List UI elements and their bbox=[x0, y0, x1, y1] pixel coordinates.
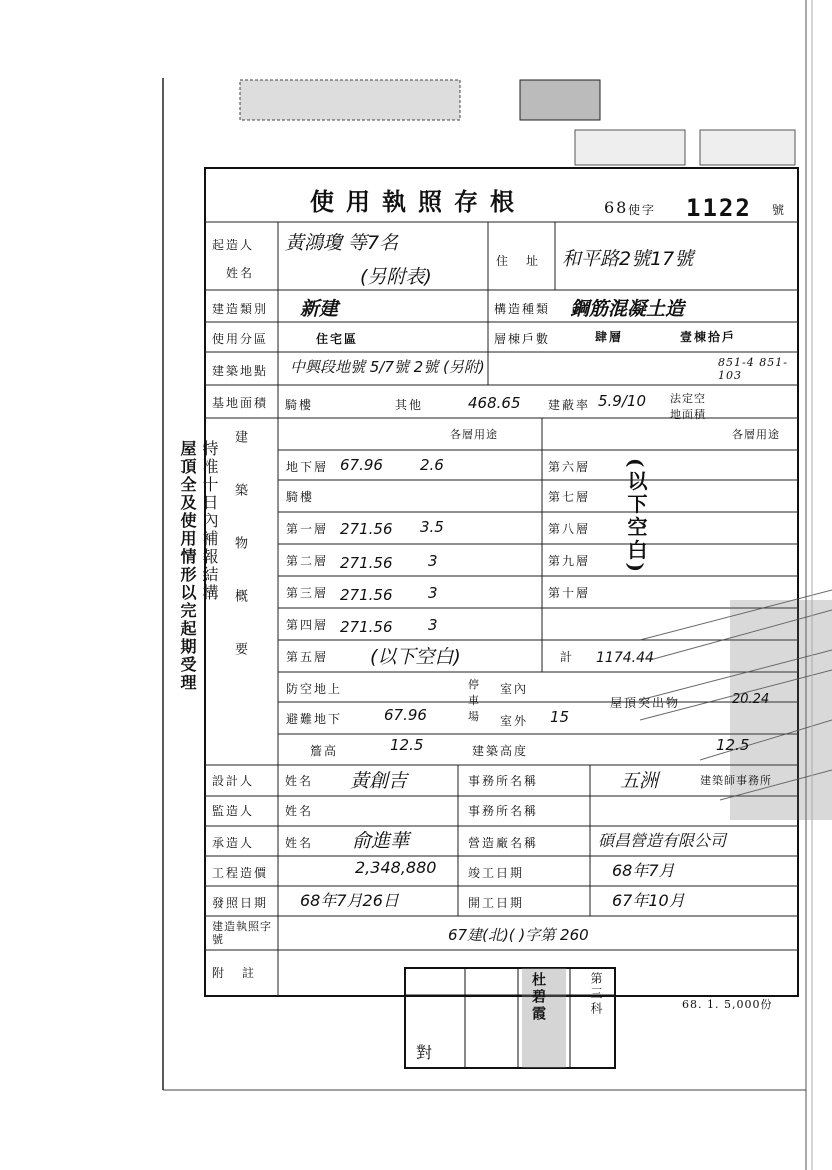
indoor-label: 室內 bbox=[500, 682, 529, 696]
floor9-label: 第九層 bbox=[548, 554, 591, 568]
units-value: 壹棟拾戶 bbox=[680, 330, 737, 344]
rooftop-area: 20.24 bbox=[732, 692, 770, 707]
site-area-label: 基地面積 bbox=[212, 396, 269, 410]
year-prefix: 68 bbox=[604, 198, 629, 217]
contractor-name-label: 姓名 bbox=[285, 836, 314, 850]
col-use-label: 各層用途 bbox=[450, 428, 498, 441]
completion-date-label: 竣工日期 bbox=[468, 866, 525, 880]
floors-value: 肆層 bbox=[595, 330, 624, 344]
floor1-label: 第一層 bbox=[286, 522, 329, 536]
seal-right: 第三科 bbox=[589, 972, 603, 1017]
word-char: 使字 bbox=[628, 203, 657, 217]
rooftop-label: 屋頂突出物 bbox=[610, 696, 681, 710]
side-note: 屋頂全及使用情形以完起期受理 bbox=[178, 440, 197, 692]
address-label: 住址 bbox=[496, 254, 557, 268]
floor3-area: 271.56 bbox=[340, 586, 393, 604]
number-suffix: 號 bbox=[772, 203, 787, 217]
builder-company-label: 建築師事務所 bbox=[700, 774, 772, 787]
construction-type-label: 建造類別 bbox=[212, 302, 269, 316]
owner-label: 起造人 bbox=[212, 238, 255, 252]
check-box-label: 對 bbox=[416, 1043, 435, 1062]
floor7-label: 第七層 bbox=[548, 490, 591, 504]
air-raid-label: 防空地上 bbox=[286, 682, 343, 696]
floor5-label: 第五層 bbox=[286, 650, 329, 664]
start-date-value: 67年10月 bbox=[612, 891, 685, 910]
floors-count-label: 層棟戶數 bbox=[494, 332, 551, 346]
start-date-label: 開工日期 bbox=[468, 896, 525, 910]
building-height-value: 12.5 bbox=[716, 736, 750, 754]
usage-zone-label: 使用分區 bbox=[212, 332, 269, 346]
permit-number-value: 67建(北)( )字第 260 bbox=[448, 926, 589, 944]
open-space-label: 法定空地面積 bbox=[670, 392, 706, 421]
evacuation-label: 避難地下 bbox=[286, 712, 343, 726]
floor4-height: 3 bbox=[428, 616, 438, 634]
remarks-label: 附註 bbox=[212, 966, 273, 980]
supervisor-name-label: 姓名 bbox=[285, 804, 314, 818]
other-area: 468.65 bbox=[468, 394, 521, 412]
evacuation-area: 67.96 bbox=[384, 706, 427, 724]
structure-type-label: 構造種類 bbox=[494, 302, 551, 316]
contractor-label: 承造人 bbox=[212, 836, 255, 850]
supervisor-office-label: 事務所名稱 bbox=[468, 804, 539, 818]
basement-label: 地下層 bbox=[286, 460, 329, 474]
issue-date-value: 68年7月26日 bbox=[300, 891, 399, 910]
floor3-label: 第三層 bbox=[286, 586, 329, 600]
coverage-ratio-value: 5.9/10 bbox=[598, 392, 646, 410]
permit-number: 1122 bbox=[686, 194, 752, 222]
construction-type-value: 新建 bbox=[300, 298, 339, 320]
builder-name-label: 營造廠名稱 bbox=[468, 836, 539, 850]
outdoor-parking: 15 bbox=[550, 708, 570, 726]
print-note: 68. 1. 5,000份 bbox=[682, 998, 773, 1011]
side-note-2: 特准十日內補報結構 bbox=[200, 440, 219, 602]
designer-office-label: 事務所名稱 bbox=[468, 774, 539, 788]
floor10-label: 第十層 bbox=[548, 586, 591, 600]
story-height-value: 12.5 bbox=[390, 736, 424, 754]
upper-floors-note: (以下空白) bbox=[624, 458, 648, 575]
outdoor-label: 室外 bbox=[500, 714, 529, 728]
contractor-company: 碩昌營造有限公司 bbox=[598, 831, 727, 850]
issue-date-label: 發照日期 bbox=[212, 896, 269, 910]
floor6-label: 第六層 bbox=[548, 460, 591, 474]
usage-zone-value: 住宅區 bbox=[316, 332, 359, 346]
designer-name: 黃創吉 bbox=[350, 770, 408, 792]
floor2-label: 第二層 bbox=[286, 554, 329, 568]
floor1-height: 3.5 bbox=[420, 518, 444, 536]
project-cost-value: 2,348,880 bbox=[355, 858, 437, 877]
building-overview-label: 建築物概要 bbox=[232, 430, 247, 695]
floor3-height: 3 bbox=[428, 584, 438, 602]
total-label: 計 bbox=[560, 650, 575, 664]
completion-date-value: 68年7月 bbox=[612, 861, 675, 880]
designer-name-label: 姓名 bbox=[285, 774, 314, 788]
story-height-label: 簷高 bbox=[310, 744, 339, 758]
floor8-label: 第八層 bbox=[548, 522, 591, 536]
contractor-name: 俞進華 bbox=[352, 830, 410, 852]
floor1-area: 271.56 bbox=[340, 520, 393, 538]
col-use-label-right: 各層用途 bbox=[732, 428, 780, 441]
project-cost-label: 工程造價 bbox=[212, 866, 269, 880]
site-location-label: 建築地點 bbox=[212, 364, 269, 378]
owner-note: (另附表) bbox=[360, 266, 432, 288]
seal-name: 杜碧霞 bbox=[530, 972, 546, 1023]
other-label: 其他 bbox=[395, 398, 424, 412]
coverage-ratio-label: 建蔽率 bbox=[548, 398, 591, 412]
form-title: 使用執照存根 bbox=[310, 187, 526, 216]
site-location-value: 中興段地號 5/7號 2號 (另附) bbox=[290, 358, 485, 376]
lot-numbers: 851-4 851-103 bbox=[718, 356, 788, 382]
permit-number-label: 建造執照字號 bbox=[212, 920, 272, 946]
attached-label: 騎樓 bbox=[285, 398, 314, 412]
floor2-height: 3 bbox=[428, 552, 438, 570]
basement-area: 67.96 bbox=[340, 456, 383, 474]
basement-height: 2.6 bbox=[420, 456, 444, 474]
parking-label: 停車場 bbox=[468, 678, 480, 723]
owner-name: 黃鴻瓊 等7名 bbox=[285, 232, 399, 254]
supervisor-label: 監造人 bbox=[212, 804, 255, 818]
arcade-label: 騎樓 bbox=[286, 490, 315, 504]
floor2-area: 271.56 bbox=[340, 554, 393, 572]
total-area: 1174.44 bbox=[596, 650, 654, 666]
address-value: 和平路2號17號 bbox=[562, 248, 694, 270]
designer-office: 五洲 bbox=[620, 770, 659, 792]
name-label: 姓名 bbox=[226, 266, 255, 280]
structure-type-value: 鋼筋混凝土造 bbox=[570, 298, 685, 320]
building-height-label: 建築高度 bbox=[472, 744, 529, 758]
designer-label: 設計人 bbox=[212, 774, 255, 788]
floor4-area: 271.56 bbox=[340, 618, 393, 636]
floor5-note: (以下空白) bbox=[370, 646, 461, 668]
floor4-label: 第四層 bbox=[286, 618, 329, 632]
